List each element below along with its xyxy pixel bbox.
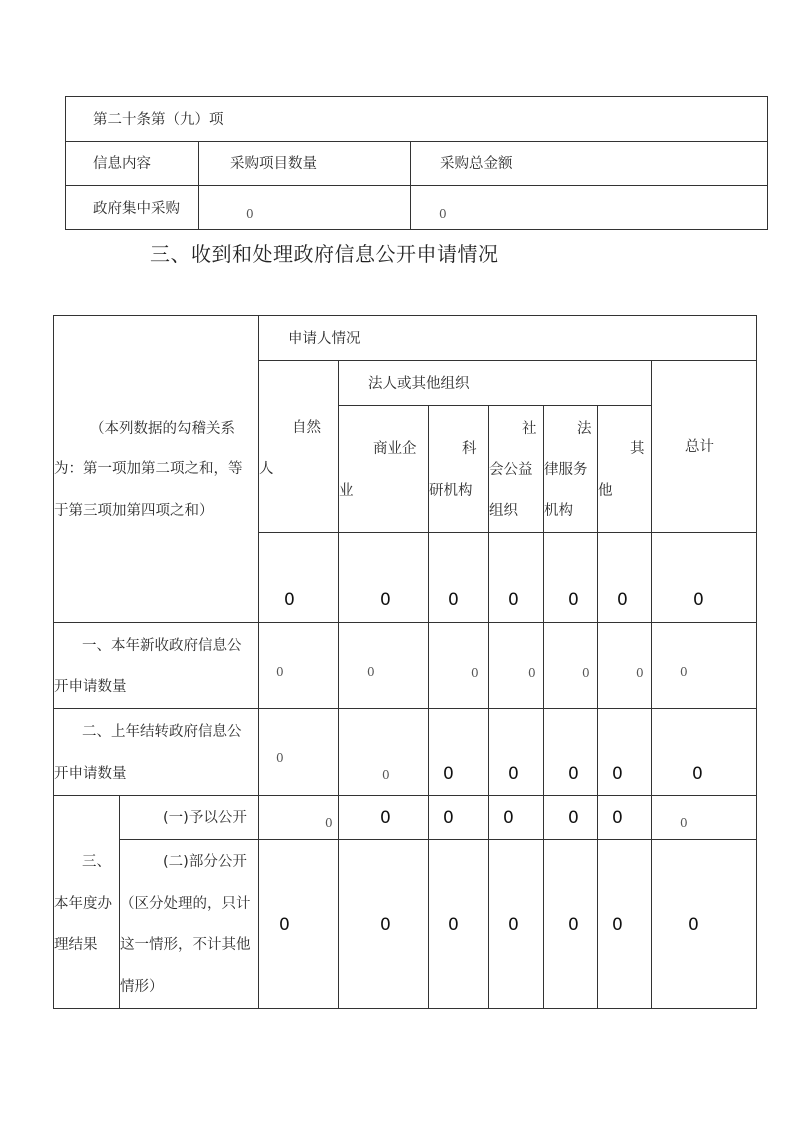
header-total-amount: 采购总金额 bbox=[440, 156, 513, 172]
row3b-value-legal-service: 0 bbox=[568, 915, 579, 935]
row2-value-total: 0 bbox=[692, 764, 703, 784]
procurement-title: 第二十条第（九）项 bbox=[93, 112, 224, 128]
row3-group-label-1: 三、 bbox=[82, 854, 111, 870]
row3a-value-social: 0 bbox=[503, 808, 514, 828]
research-header-2: 研机构 bbox=[429, 483, 473, 499]
social-header-2: 会公益 bbox=[489, 462, 533, 478]
research-header-1: 科 bbox=[462, 441, 477, 457]
natural-person-header-2: 人 bbox=[259, 461, 274, 477]
note-line-1: （本列数据的勾稽关系 bbox=[90, 421, 235, 437]
row3-group-label-2: 本年度办 bbox=[54, 896, 112, 912]
row2-value-legal-service: 0 bbox=[568, 764, 579, 784]
row1-value-total: 0 bbox=[680, 665, 688, 679]
row3a-value-legal-service: 0 bbox=[568, 808, 579, 828]
row3b-value-commercial: 0 bbox=[380, 915, 391, 935]
commercial-header-2: 业 bbox=[339, 483, 354, 499]
row3b-label-3: 这一情形，不计其他 bbox=[120, 937, 251, 953]
row1-value-legal-service: 0 bbox=[582, 666, 590, 680]
row1-value-research: 0 bbox=[471, 666, 479, 680]
note-line-2: 为：第一项加第二项之和，等 bbox=[54, 461, 243, 477]
total-amount-value: 0 bbox=[439, 207, 447, 221]
header-value-research: 0 bbox=[448, 590, 459, 610]
social-header-3: 组织 bbox=[489, 503, 518, 519]
row1-value-commercial: 0 bbox=[367, 665, 375, 679]
commercial-header-1: 商业企 bbox=[373, 441, 417, 457]
row1-label-1: 一、本年新收政府信息公 bbox=[82, 638, 242, 654]
other-header-1: 其 bbox=[630, 441, 645, 457]
row3a-value-commercial: 0 bbox=[380, 808, 391, 828]
row3a-value-research: 0 bbox=[443, 808, 454, 828]
row2-label-2: 开申请数量 bbox=[54, 766, 127, 782]
row1-value-natural: 0 bbox=[276, 665, 284, 679]
row3b-value-research: 0 bbox=[448, 915, 459, 935]
legal-service-header-1: 法 bbox=[577, 421, 592, 437]
row3a-value-total: 0 bbox=[680, 816, 688, 830]
row3b-label-1: (二)部分公开 bbox=[163, 854, 247, 870]
social-header-1: 社 bbox=[522, 421, 537, 437]
row3a-label: (一)予以公开 bbox=[163, 810, 247, 826]
other-header-2: 他 bbox=[598, 483, 613, 499]
section-heading: 三、收到和处理政府信息公开申请情况 bbox=[150, 242, 499, 266]
row3b-value-total: 0 bbox=[688, 915, 699, 935]
header-value-social: 0 bbox=[508, 590, 519, 610]
header-value-natural: 0 bbox=[284, 590, 295, 610]
natural-person-header-1: 自然 bbox=[292, 420, 321, 436]
project-count-value: 0 bbox=[246, 207, 254, 221]
row3b-label-4: 情形） bbox=[120, 979, 164, 995]
total-header: 总计 bbox=[685, 439, 714, 455]
legal-service-header-3: 机构 bbox=[544, 503, 573, 519]
row2-value-natural: 0 bbox=[276, 751, 284, 765]
row1-value-social: 0 bbox=[528, 666, 536, 680]
row1-value-other: 0 bbox=[636, 666, 644, 680]
row2-value-research: 0 bbox=[443, 764, 454, 784]
legal-service-header-2: 律服务 bbox=[544, 462, 588, 478]
applicant-header: 申请人情况 bbox=[288, 331, 361, 347]
row2-value-commercial: 0 bbox=[382, 768, 390, 782]
header-value-total: 0 bbox=[693, 590, 704, 610]
row2-value-social: 0 bbox=[508, 764, 519, 784]
row2-label-1: 二、上年结转政府信息公 bbox=[82, 724, 242, 740]
row1-label-2: 开申请数量 bbox=[54, 679, 127, 695]
header-value-legal-service: 0 bbox=[568, 590, 579, 610]
note-line-3: 于第三项加第四项之和） bbox=[54, 503, 214, 519]
row3b-value-natural: 0 bbox=[279, 915, 290, 935]
row3b-label-2: （区分处理的，只计 bbox=[120, 896, 251, 912]
header-value-other: 0 bbox=[617, 590, 628, 610]
row2-value-other: 0 bbox=[612, 764, 623, 784]
header-value-commercial: 0 bbox=[380, 590, 391, 610]
row3-group-label-3: 理结果 bbox=[54, 937, 98, 953]
row3b-value-social: 0 bbox=[508, 915, 519, 935]
row3a-value-natural: 0 bbox=[325, 816, 333, 830]
row-label-central-procurement: 政府集中采购 bbox=[93, 201, 180, 217]
row3a-value-other: 0 bbox=[612, 808, 623, 828]
legal-org-header: 法人或其他组织 bbox=[368, 376, 470, 392]
header-info-content: 信息内容 bbox=[93, 156, 151, 172]
row3b-value-other: 0 bbox=[612, 915, 623, 935]
header-project-count: 采购项目数量 bbox=[230, 156, 317, 172]
